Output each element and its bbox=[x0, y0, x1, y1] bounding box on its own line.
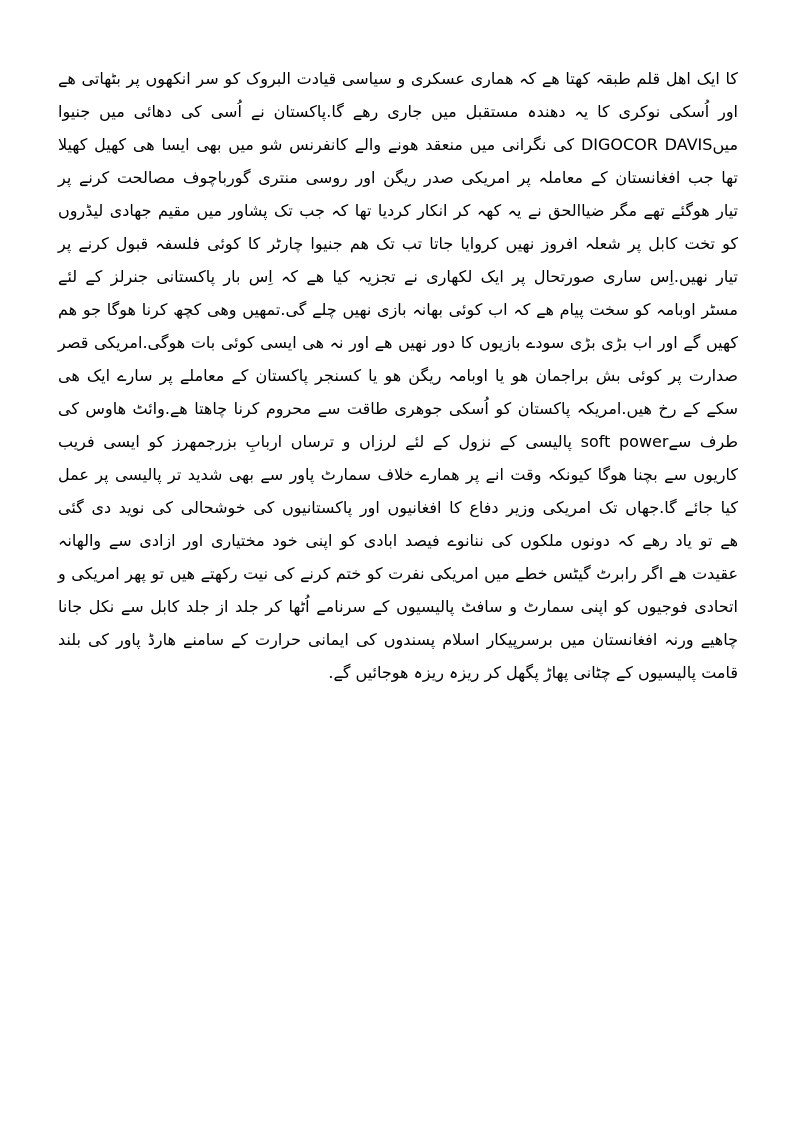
text-line: تھا جب افغانستان کے معاملہ پر امریکی صدر ریگن اور روسی منتری گورباچوف مصالحت کرنے پر bbox=[58, 168, 738, 187]
text-line: طرف سےsoft power پالیسی کے نزول کے لئے لرزاں و ترساں اربابِ بزرجمھرز کو ایسی فریب bbox=[58, 432, 739, 451]
text-line: ھے تو یاد رھے کہ دونوں ملکوں کی ننانوے فیصد ابادی کو اپنی خود مختیاری اور ازادی سے والھانہ bbox=[58, 531, 738, 550]
text-line: میںDIGOCOR DAVIS کی نگرانی میں منعقد ھونے والے کانفرنس شو میں بھی ایسا ھی کھیل کھیلا bbox=[58, 135, 739, 154]
text-line: صدارت پر کوئی بش براجمان ھو یا اوبامہ ریگن ھو یا کسنجر پاکستان کے معاملے پر سارے ایک ھی bbox=[58, 366, 738, 385]
text-line: کا ایک اھل قلم طبقہ کھتا ھے کہ ھماری عسکری و سیاسی قیادت البروک کو سر انکھوں پر بٹھاتی ھے bbox=[58, 69, 738, 88]
text-line: مسٹر اوبامہ کو سخت پیام ھے کہ اب کوئی بھانہ بازی نھیں چلے گی.تمھیں وھی کچھ کرنا ھوگا جو ھم bbox=[58, 300, 738, 319]
text-line: قامت پالیسیوں کے چٹانی پھاڑ پگھل کر ریزہ ریزہ ھوجائیں گے. bbox=[328, 663, 738, 682]
text-line: اتحادی فوجیوں کو اپنی سمارٹ و سافٹ پالیسیوں کے سرنامے اُٹھا کر جلد از جلد کابل سے نکل جانا bbox=[58, 597, 738, 616]
text-line: چاھیے ورنہ افغانستان میں برسرپیکار اسلام پسندوں کی ایمانی حرارت کے سامنے ھارڈ پاور کی بلند bbox=[58, 630, 738, 649]
text-line: کاریوں سے بچنا ھوگا کیونکہ وقت انے پر ھمارے خلاف سمارٹ پاور سے بھی شدید تر پالیسی پر عمل bbox=[58, 465, 738, 484]
text-line: تیار نھیں.اِس ساری صورتحال پر ایک لکھاری نے تجزیہ کیا ھے کہ اِس بار پاکستانی جنرلز کے لئے bbox=[58, 267, 738, 286]
text-line: عقیدت ھے اگر رابرٹ گیٹس خطے میں امریکی نفرت کو ختم کرنے کی نیت رکھتے ھیں تو پھر امریکی و bbox=[58, 564, 738, 583]
text-line: کھیں گے اور اب بڑی بڑی سودے بازیوں کا دور نھیں ھے اور نہ ھی ایسی کوئی بات ھوگی.امریکی قصر bbox=[58, 333, 738, 352]
text-line: اور اُسکی نوکری کا یہ دھندہ مستقبل میں جاری رھے گا.پاکستان نے اُسی کی دھائی میں جنیوا bbox=[58, 102, 738, 121]
urdu-article-body bbox=[58, 62, 738, 689]
text-line: کیا جائے گا.جھاں تک امریکی وزیر دفاع کا افغانیوں اور پاکستانیوں کی خوشحالی کی نوید دی گئی bbox=[58, 498, 738, 517]
text-line: کو تخت کابل پر شعلہ افروز نھیں کروایا جاتا تب تک ھم جنیوا چارٹر کا کوئی فلسفہ قبول کرنے پر bbox=[58, 234, 738, 253]
text-line: تیار ھوگئے تھے مگر ضیاالحق نے یہ کھہ کر انکار کردیا تھا کہ جب تک پشاور میں مقیم جھادی لیڈروں bbox=[58, 201, 738, 220]
text-line: سکے کے رخ ھیں.امریکہ پاکستان کو اُسکی جوھری طاقت سے محروم کرنا چاھتا ھے.وائٹ ھاوس کی bbox=[58, 399, 738, 418]
